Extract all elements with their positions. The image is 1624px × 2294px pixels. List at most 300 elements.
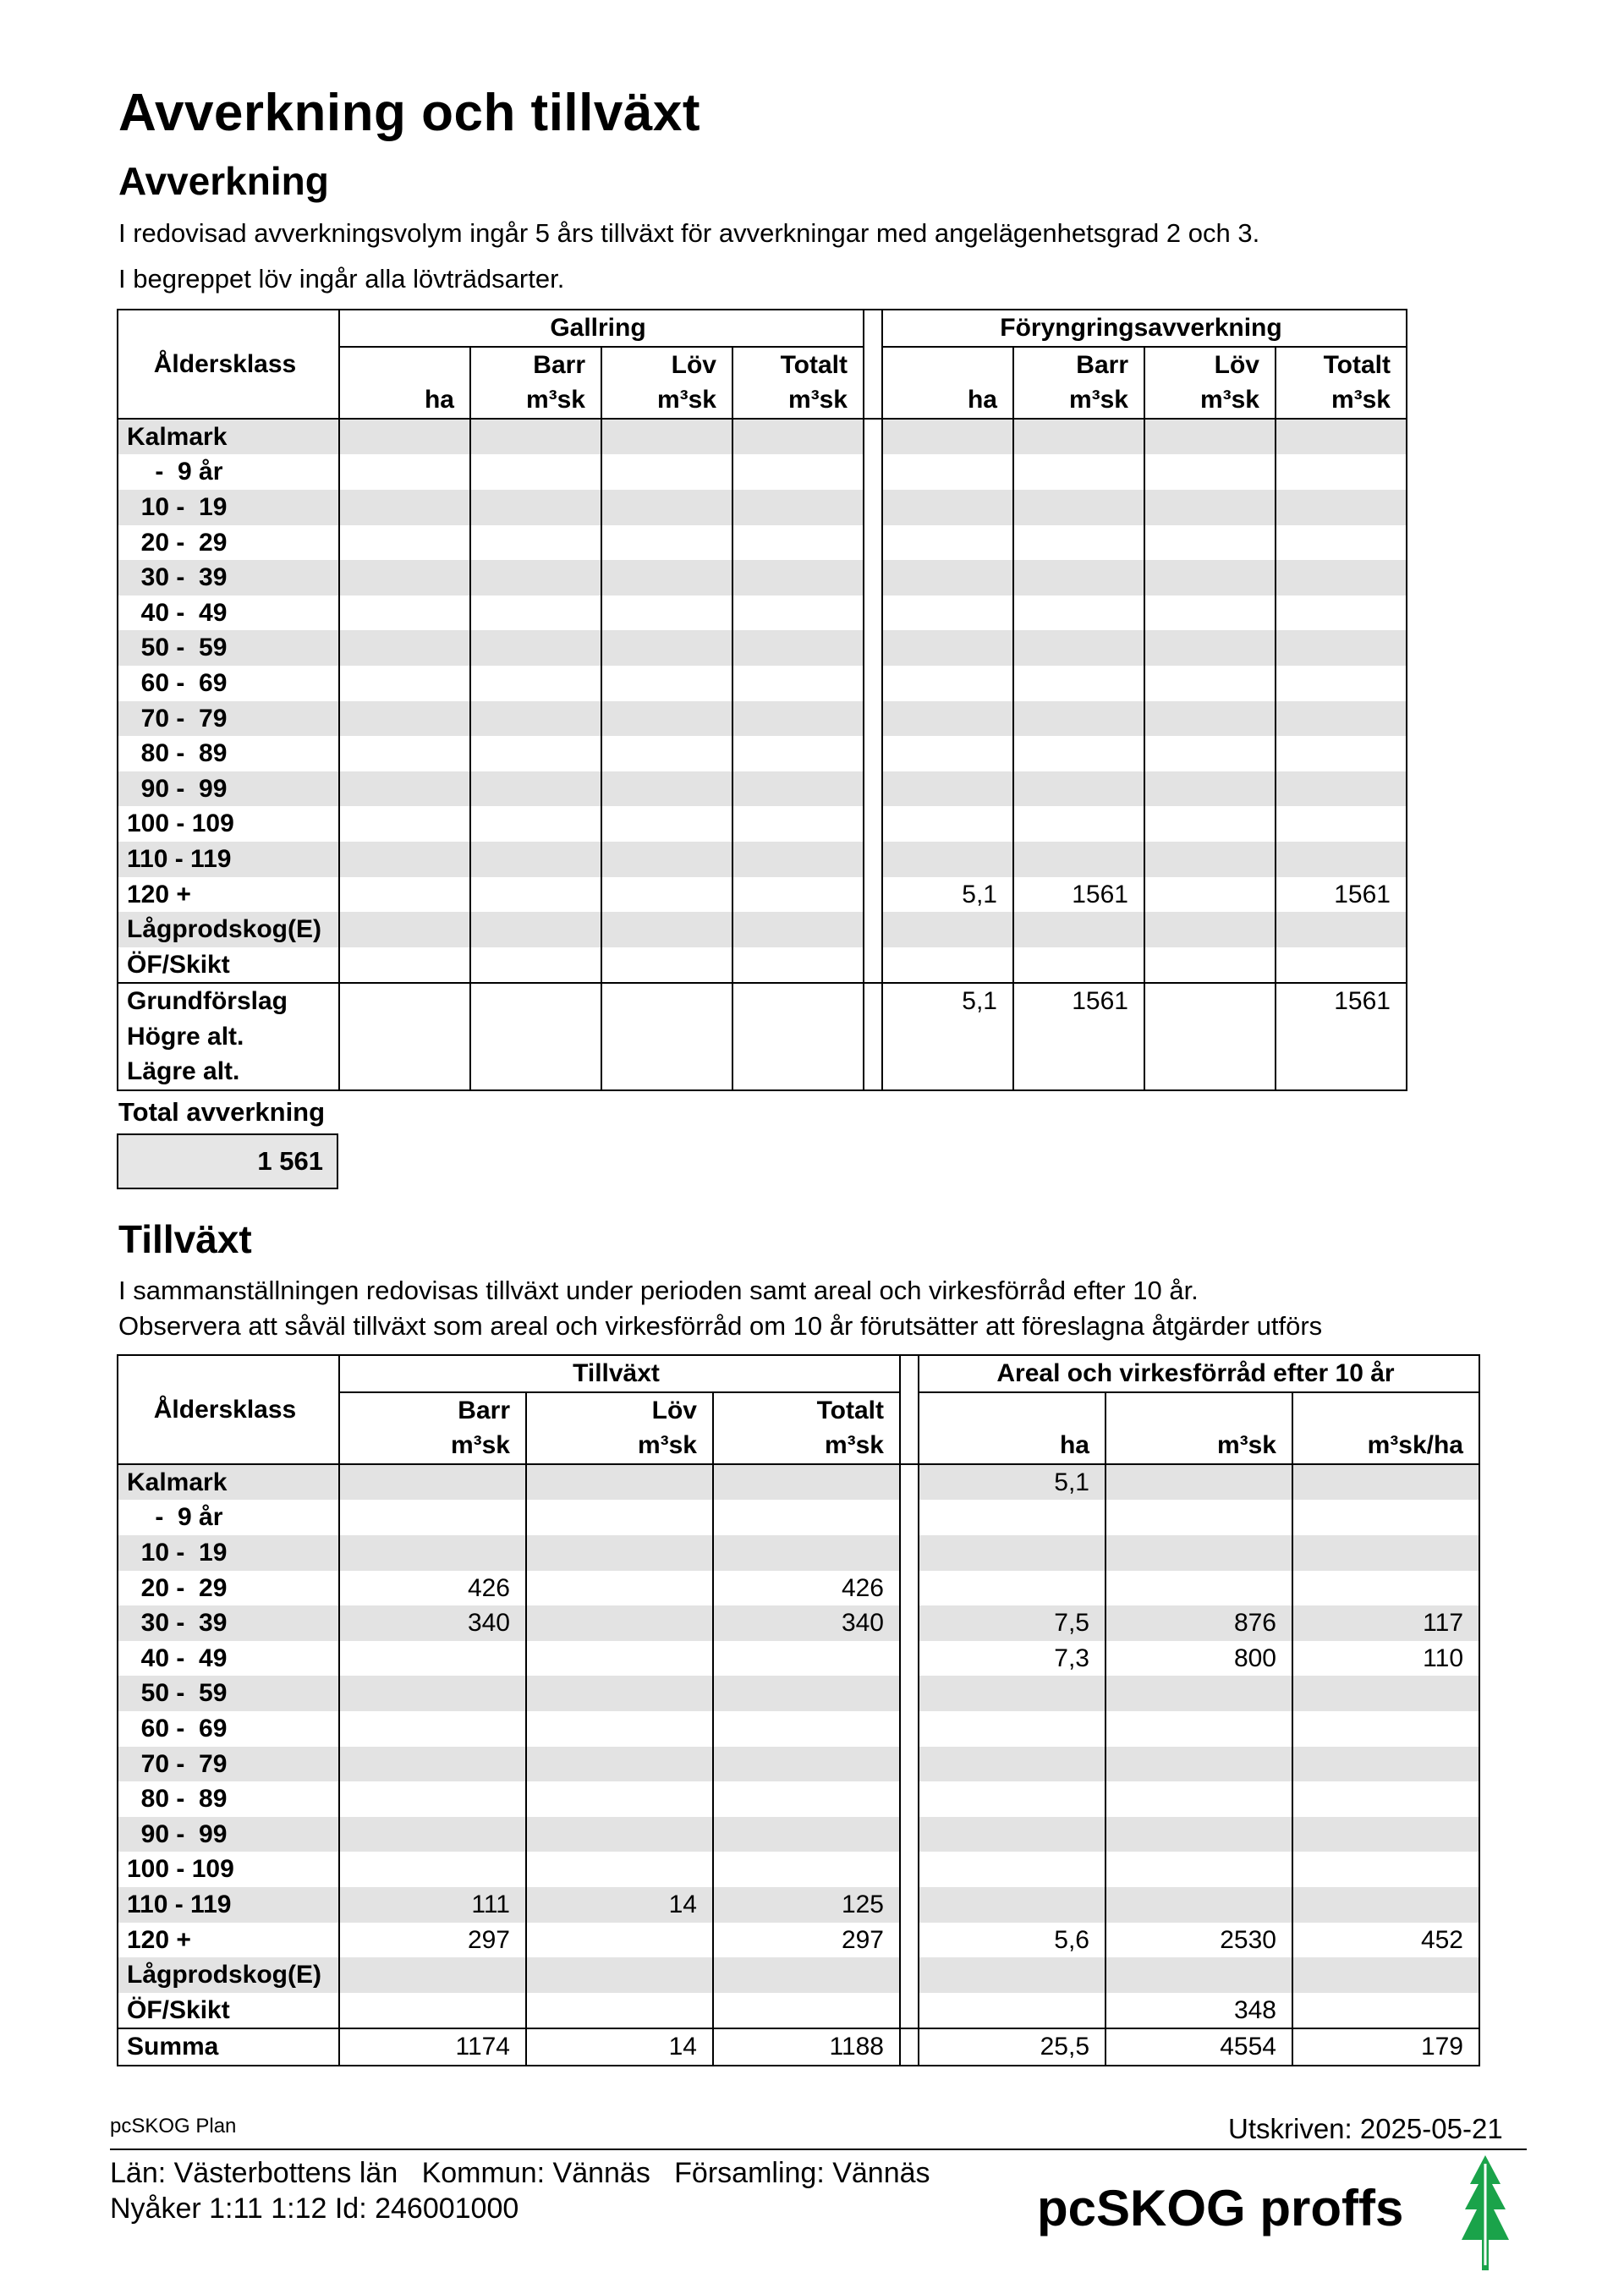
table-cell	[470, 595, 601, 631]
table-row	[118, 490, 1407, 525]
group-header-gallring: Gallring	[339, 310, 864, 347]
table-cell	[1013, 490, 1144, 525]
table-cell	[470, 560, 601, 595]
column-unit: m³sk	[470, 382, 601, 419]
table-cell	[470, 454, 601, 490]
column-gap	[864, 842, 882, 877]
table-cell	[732, 666, 864, 701]
table-row	[118, 1605, 1479, 1641]
table-cell	[1276, 595, 1407, 631]
table-cell	[732, 947, 864, 984]
table-cell	[1292, 1817, 1479, 1852]
table-cell	[732, 912, 864, 947]
row-label: 70 - 79	[118, 1747, 339, 1782]
table-cell	[1292, 1747, 1479, 1782]
table-cell	[1276, 842, 1407, 877]
row-label: 90 - 99	[118, 771, 339, 807]
column-unit: m³sk	[339, 1428, 526, 1464]
table-cell	[526, 1571, 713, 1606]
table-cell: 111	[339, 1887, 526, 1923]
table-header-row	[118, 310, 1407, 347]
table-row	[118, 1464, 1479, 1501]
group-header-areal: Areal och virkesförråd efter 10 år	[919, 1355, 1479, 1392]
table-cell	[526, 1852, 713, 1887]
table-cell	[713, 1500, 900, 1535]
table-row	[118, 630, 1407, 666]
tillvaxt-note: I sammanställningen redovisas tillväxt under perioden samt areal och virkesförråd efter 10 år.	[118, 1276, 1199, 1305]
table-cell	[732, 419, 864, 455]
table-cell	[882, 419, 1013, 455]
table-cell	[1144, 771, 1276, 807]
table-cell	[339, 630, 470, 666]
column-gap	[864, 454, 882, 490]
column-gap	[864, 1019, 882, 1055]
column-gap	[864, 630, 882, 666]
table-row	[118, 947, 1407, 984]
table-cell	[339, 1781, 526, 1817]
table-cell	[1276, 912, 1407, 947]
column-gap	[864, 1054, 882, 1090]
avverkning-note: I begreppet löv ingår alla lövträdsarter.	[118, 264, 565, 294]
table-cell	[1144, 701, 1276, 737]
table-cell	[470, 947, 601, 984]
row-label: 30 - 39	[118, 560, 339, 595]
table-cell: 1561	[1276, 877, 1407, 913]
column-unit: ha	[882, 382, 1013, 419]
table-cell	[470, 842, 601, 877]
table-cell	[1013, 736, 1144, 771]
table-cell	[601, 595, 732, 631]
table-cell	[713, 1993, 900, 2029]
table-cell	[526, 1535, 713, 1571]
table-cell: 125	[713, 1887, 900, 1923]
column-gap	[900, 1747, 919, 1782]
table-cell	[1276, 419, 1407, 455]
column-unit: m³sk	[1276, 382, 1407, 419]
table-cell	[732, 630, 864, 666]
table-cell	[339, 736, 470, 771]
column-gap	[864, 947, 882, 984]
table-row	[118, 701, 1407, 737]
group-header-foryngring: Föryngringsavverkning	[882, 310, 1407, 347]
table-cell	[882, 736, 1013, 771]
column-gap	[900, 1817, 919, 1852]
table-cell	[1292, 1676, 1479, 1711]
table-cell	[470, 666, 601, 701]
table-cell	[1144, 736, 1276, 771]
table-cell	[1276, 806, 1407, 842]
group-header-tillvaxt: Tillväxt	[339, 1355, 900, 1392]
table-cell	[919, 1535, 1106, 1571]
column-unit: m³sk	[713, 1428, 900, 1464]
row-label: 30 - 39	[118, 1605, 339, 1641]
row-label: 80 - 89	[118, 1781, 339, 1817]
column-gap	[900, 1464, 919, 1501]
table-cell	[601, 771, 732, 807]
table-cell	[601, 1019, 732, 1055]
table-cell	[882, 701, 1013, 737]
table-cell	[1144, 525, 1276, 561]
table-cell	[882, 630, 1013, 666]
column-gap	[864, 806, 882, 842]
table-cell	[1292, 1887, 1479, 1923]
column-header: Totalt	[1276, 347, 1407, 383]
table-cell	[339, 666, 470, 701]
row-label: 50 - 59	[118, 1676, 339, 1711]
table-cell	[713, 1464, 900, 1501]
table-cell	[1013, 630, 1144, 666]
table-cell	[732, 736, 864, 771]
table-cell	[882, 454, 1013, 490]
table-cell	[526, 1817, 713, 1852]
table-cell	[732, 701, 864, 737]
table-cell	[601, 701, 732, 737]
table-cell: 7,3	[919, 1641, 1106, 1677]
avverkning-table	[117, 309, 1407, 1091]
table-cell	[526, 1605, 713, 1641]
column-header	[339, 347, 470, 383]
column-gap	[900, 1923, 919, 1958]
row-label: ÖF/Skikt	[118, 947, 339, 984]
table-cell: 297	[713, 1923, 900, 1958]
table-cell	[470, 877, 601, 913]
section-heading-avverkning: Avverkning	[118, 159, 329, 203]
table-cell	[1144, 630, 1276, 666]
table-cell	[339, 1019, 470, 1055]
table-cell	[526, 1500, 713, 1535]
table-row	[118, 912, 1407, 947]
table-cell	[919, 1747, 1106, 1782]
column-gap	[900, 1535, 919, 1571]
table-cell	[470, 490, 601, 525]
table-cell	[601, 666, 732, 701]
table-cell	[1013, 842, 1144, 877]
column-gap	[864, 560, 882, 595]
column-unit: m³sk/ha	[1292, 1428, 1479, 1464]
table-cell	[339, 877, 470, 913]
table-cell	[1013, 1019, 1144, 1055]
table-cell	[882, 1054, 1013, 1090]
column-header-aldersklass: Åldersklass	[118, 1355, 339, 1464]
table-row	[118, 1887, 1479, 1923]
table-cell	[601, 877, 732, 913]
table-cell: 1174	[339, 2028, 526, 2066]
row-label: 10 - 19	[118, 1535, 339, 1571]
table-row	[118, 419, 1407, 455]
table-cell	[713, 1957, 900, 1993]
table-cell	[732, 490, 864, 525]
logo-text: pcSKOG proffs	[1037, 2180, 1404, 2236]
column-gap	[864, 701, 882, 737]
table-cell	[919, 1571, 1106, 1606]
table-row	[118, 595, 1407, 631]
table-cell	[1292, 1957, 1479, 1993]
table-cell	[1106, 1747, 1292, 1782]
column-unit: m³sk	[1106, 1428, 1292, 1464]
row-label: - 9 år	[118, 1500, 339, 1535]
table-cell	[1276, 560, 1407, 595]
table-cell	[919, 1817, 1106, 1852]
table-cell	[1292, 1993, 1479, 2029]
column-header	[1106, 1392, 1292, 1429]
row-label: 80 - 89	[118, 736, 339, 771]
table-cell	[919, 1993, 1106, 2029]
table-cell	[339, 1464, 526, 1501]
table-cell	[919, 1957, 1106, 1993]
column-header	[1292, 1392, 1479, 1429]
table-cell	[339, 1054, 470, 1090]
table-cell: 25,5	[919, 2028, 1106, 2066]
column-unit: m³sk	[732, 382, 864, 419]
table-cell	[882, 525, 1013, 561]
column-gap	[864, 595, 882, 631]
table-cell: 348	[1106, 1993, 1292, 2029]
table-cell	[1106, 1852, 1292, 1887]
table-cell	[470, 1054, 601, 1090]
table-cell	[601, 454, 732, 490]
column-unit: m³sk	[1013, 382, 1144, 419]
column-gap	[864, 771, 882, 807]
table-row	[118, 1711, 1479, 1747]
row-label: 20 - 29	[118, 1571, 339, 1606]
table-cell	[339, 1641, 526, 1677]
table-cell	[882, 806, 1013, 842]
table-cell	[1144, 806, 1276, 842]
table-cell	[732, 1054, 864, 1090]
table-cell	[1013, 771, 1144, 807]
tillvaxt-table	[117, 1354, 1480, 2066]
row-label: Lågprodskog(E)	[118, 1957, 339, 1993]
program-name: pcSKOG Plan	[110, 2115, 237, 2138]
column-unit: m³sk	[601, 382, 732, 419]
table-cell	[732, 771, 864, 807]
table-cell	[713, 1711, 900, 1747]
table-cell	[1106, 1781, 1292, 1817]
table-cell: 340	[713, 1605, 900, 1641]
table-cell	[526, 1747, 713, 1782]
table-row	[118, 1500, 1479, 1535]
table-row	[118, 842, 1407, 877]
table-cell	[732, 525, 864, 561]
table-cell	[1013, 1054, 1144, 1090]
row-label: 110 - 119	[118, 842, 339, 877]
table-cell	[882, 560, 1013, 595]
table-cell	[339, 701, 470, 737]
table-cell	[882, 912, 1013, 947]
column-unit: m³sk	[526, 1428, 713, 1464]
column-gap	[864, 877, 882, 913]
row-label: 60 - 69	[118, 666, 339, 701]
table-cell	[882, 666, 1013, 701]
row-label: 120 +	[118, 1923, 339, 1958]
column-unit: m³sk	[1144, 382, 1276, 419]
table-row	[118, 1957, 1479, 1993]
column-gap	[900, 1605, 919, 1641]
table-cell	[919, 1781, 1106, 1817]
table-cell	[339, 983, 470, 1019]
table-cell	[339, 595, 470, 631]
column-gap	[864, 912, 882, 947]
table-cell	[339, 490, 470, 525]
table-cell	[1013, 701, 1144, 737]
table-cell	[339, 1500, 526, 1535]
table-cell: 5,1	[882, 983, 1013, 1019]
table-cell	[1292, 1535, 1479, 1571]
table-cell	[1292, 1500, 1479, 1535]
row-label: Högre alt.	[118, 1019, 339, 1055]
table-cell	[1106, 1535, 1292, 1571]
table-cell	[470, 983, 601, 1019]
table-cell: 117	[1292, 1605, 1479, 1641]
row-label: Grundförslag	[118, 983, 339, 1019]
row-label: 10 - 19	[118, 490, 339, 525]
column-gap	[900, 1711, 919, 1747]
table-cell	[1106, 1887, 1292, 1923]
table-row	[118, 1676, 1479, 1711]
table-cell	[339, 912, 470, 947]
table-cell: 876	[1106, 1605, 1292, 1641]
table-cell	[732, 595, 864, 631]
table-cell	[732, 806, 864, 842]
table-cell	[1276, 490, 1407, 525]
table-cell	[1144, 947, 1276, 984]
table-row	[118, 666, 1407, 701]
table-row	[118, 1019, 1407, 1055]
row-label: ÖF/Skikt	[118, 1993, 339, 2029]
table-cell	[601, 525, 732, 561]
column-gap	[864, 419, 882, 455]
table-row	[118, 1817, 1479, 1852]
table-cell	[713, 1535, 900, 1571]
table-cell: 452	[1292, 1923, 1479, 1958]
table-cell: 2530	[1106, 1923, 1292, 1958]
table-cell	[470, 806, 601, 842]
table-row	[118, 983, 1407, 1019]
location-line: Län: Västerbottens län Kommun: Vännäs Församling: Vännäs	[110, 2157, 930, 2189]
table-cell	[713, 1781, 900, 1817]
table-cell	[339, 771, 470, 807]
table-cell	[1276, 1019, 1407, 1055]
table-cell	[601, 842, 732, 877]
column-header: Barr	[470, 347, 601, 383]
table-cell	[1106, 1500, 1292, 1535]
column-gap	[900, 1887, 919, 1923]
table-cell	[339, 454, 470, 490]
table-cell	[882, 490, 1013, 525]
table-row	[118, 806, 1407, 842]
table-row	[118, 771, 1407, 807]
summa-row	[118, 2028, 1479, 2066]
table-cell	[713, 1641, 900, 1677]
table-row	[118, 1535, 1479, 1571]
table-cell: 1561	[1276, 983, 1407, 1019]
table-cell: 14	[526, 1887, 713, 1923]
table-cell	[470, 912, 601, 947]
table-cell: 1561	[1013, 983, 1144, 1019]
column-gap	[864, 983, 882, 1019]
table-cell	[713, 1852, 900, 1887]
table-cell: 110	[1292, 1641, 1479, 1677]
column-gap	[900, 2028, 919, 2066]
table-cell	[1144, 842, 1276, 877]
column-header: Löv	[1144, 347, 1276, 383]
column-gap	[864, 666, 882, 701]
table-cell	[1276, 701, 1407, 737]
table-cell	[1106, 1957, 1292, 1993]
column-unit: ha	[339, 382, 470, 419]
table-cell: 426	[713, 1571, 900, 1606]
table-cell	[1106, 1817, 1292, 1852]
table-cell	[339, 419, 470, 455]
table-cell	[1276, 947, 1407, 984]
column-gap	[900, 1957, 919, 1993]
column-header: Totalt	[713, 1392, 900, 1429]
column-header	[919, 1392, 1106, 1429]
table-cell	[470, 525, 601, 561]
table-cell	[732, 877, 864, 913]
row-label: 60 - 69	[118, 1711, 339, 1747]
table-cell	[1292, 1711, 1479, 1747]
table-cell	[470, 771, 601, 807]
row-label: 40 - 49	[118, 595, 339, 631]
table-cell	[526, 1993, 713, 2029]
row-label: 70 - 79	[118, 701, 339, 737]
column-header	[882, 347, 1013, 383]
table-cell	[470, 419, 601, 455]
table-cell	[919, 1852, 1106, 1887]
section-heading-tillvaxt: Tillväxt	[118, 1217, 252, 1261]
table-cell	[601, 1054, 732, 1090]
table-cell	[1292, 1852, 1479, 1887]
table-cell	[339, 842, 470, 877]
table-cell	[1106, 1571, 1292, 1606]
row-label: 120 +	[118, 877, 339, 913]
table-cell	[1106, 1676, 1292, 1711]
table-cell	[470, 630, 601, 666]
table-cell	[1144, 560, 1276, 595]
table-cell: 4554	[1106, 2028, 1292, 2066]
column-header-aldersklass: Åldersklass	[118, 310, 339, 419]
column-gap	[864, 490, 882, 525]
column-header: Löv	[526, 1392, 713, 1429]
table-cell: 7,5	[919, 1605, 1106, 1641]
table-cell: 297	[339, 1923, 526, 1958]
table-cell	[526, 1641, 713, 1677]
table-cell	[1292, 1781, 1479, 1817]
table-cell	[1276, 454, 1407, 490]
table-cell	[526, 1957, 713, 1993]
table-cell	[1276, 736, 1407, 771]
table-cell	[526, 1781, 713, 1817]
column-gap	[864, 525, 882, 561]
table-cell	[601, 806, 732, 842]
table-cell	[713, 1747, 900, 1782]
table-cell	[1106, 1464, 1292, 1501]
column-gap	[900, 1993, 919, 2029]
row-label: 20 - 29	[118, 525, 339, 561]
table-cell	[601, 630, 732, 666]
column-header: Barr	[1013, 347, 1144, 383]
table-cell	[732, 454, 864, 490]
table-cell	[882, 771, 1013, 807]
column-gap	[864, 310, 882, 419]
row-label: Kalmark	[118, 419, 339, 455]
table-cell	[732, 1019, 864, 1055]
table-cell	[732, 983, 864, 1019]
spruce-tree-icon	[1458, 2155, 1512, 2270]
table-cell: 800	[1106, 1641, 1292, 1677]
table-cell	[470, 701, 601, 737]
